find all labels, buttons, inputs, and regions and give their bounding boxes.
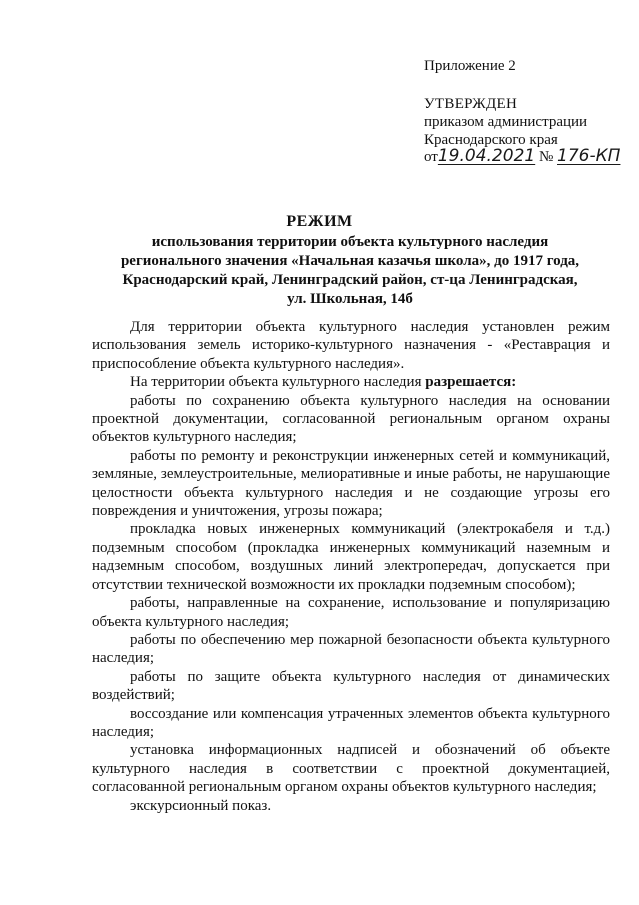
allowed-lead: На территории объекта культурного наследия	[130, 374, 426, 391]
list-item: прокладка новых инженерных коммуникаций (электрокабеля и т.д.) подземным способом (прокладка инженерных коммуникаций наземным и надземным способом, воздушных линий электропередач, допускается при отсутствии технической возможности их прокладки подземным способом);	[92, 521, 610, 593]
date-number-line	[424, 146, 620, 166]
intro-paragraph: Для территории объекта культурного наследия установлен режим использования земель историко-культурного назначения - «Реставрация и приспособление объекта культурного наследия».	[92, 319, 610, 372]
number-prefix: №	[538, 149, 554, 165]
list-item: установка информационных надписей и обозначений об объекте культурного наследия в соответствии с проектной документацией, согласованной региональным органом охраны объектов культурного наследия;	[92, 742, 610, 796]
subtitle-line-2: регионального значения «Начальная казачья школа», до 1917 года,	[120, 253, 580, 269]
allowed-bold: разрешается:	[425, 374, 517, 391]
handwritten-number: 176-КП	[557, 146, 621, 166]
subtitle-line-4: ул. Школьная, 14б	[287, 291, 413, 307]
subtitle-line-3: Краснодарский край, Ленинградский район, ст-ца Ленинградская,	[122, 272, 578, 288]
document-title: РЕЖИМ	[286, 213, 353, 230]
approved-by-line-2: Краснодарского края	[424, 132, 558, 148]
allowed-heading	[92, 373, 610, 391]
date-prefix: от	[424, 149, 438, 165]
approved-heading: УТВЕРЖДЕН	[424, 96, 518, 112]
list-item: экскурсионный показ.	[130, 797, 272, 814]
approved-by-line-1: приказом администрации	[424, 114, 588, 130]
subtitle-line-1: использования территории объекта культурного наследия	[151, 234, 549, 250]
handwritten-date: 19.04.2021	[437, 146, 536, 166]
list-item: работы по сохранению объекта культурного наследия на основании проектной документации, согласованной региональным органом охраны объектов культурного наследия;	[92, 392, 610, 446]
list-item: работы по обеспечению мер пожарной безопасности объекта культурного наследия;	[92, 631, 610, 667]
document-subtitle	[100, 233, 600, 309]
list-item: работы, направленные на сохранение, использование и популяризацию объекта культурного наследия;	[92, 595, 610, 630]
approval-block	[424, 95, 587, 149]
document-body	[92, 318, 610, 815]
list-item: работы по защите объекта культурного наследия от динамических воздействий;	[92, 668, 610, 704]
list-item: работы по ремонту и реконструкции инженерных сетей и коммуникаций, земляные, землеустроительные, мелиоративные и иные работы, не нарушающие целостности объекта культурного наследия и не создающие угрозы его повреждения и уничтожения, угрозы пожара;	[92, 447, 610, 520]
list-item: воссоздание или компенсация утраченных элементов объекта культурного наследия;	[92, 705, 610, 740]
appendix-label: Приложение 2	[424, 58, 516, 74]
